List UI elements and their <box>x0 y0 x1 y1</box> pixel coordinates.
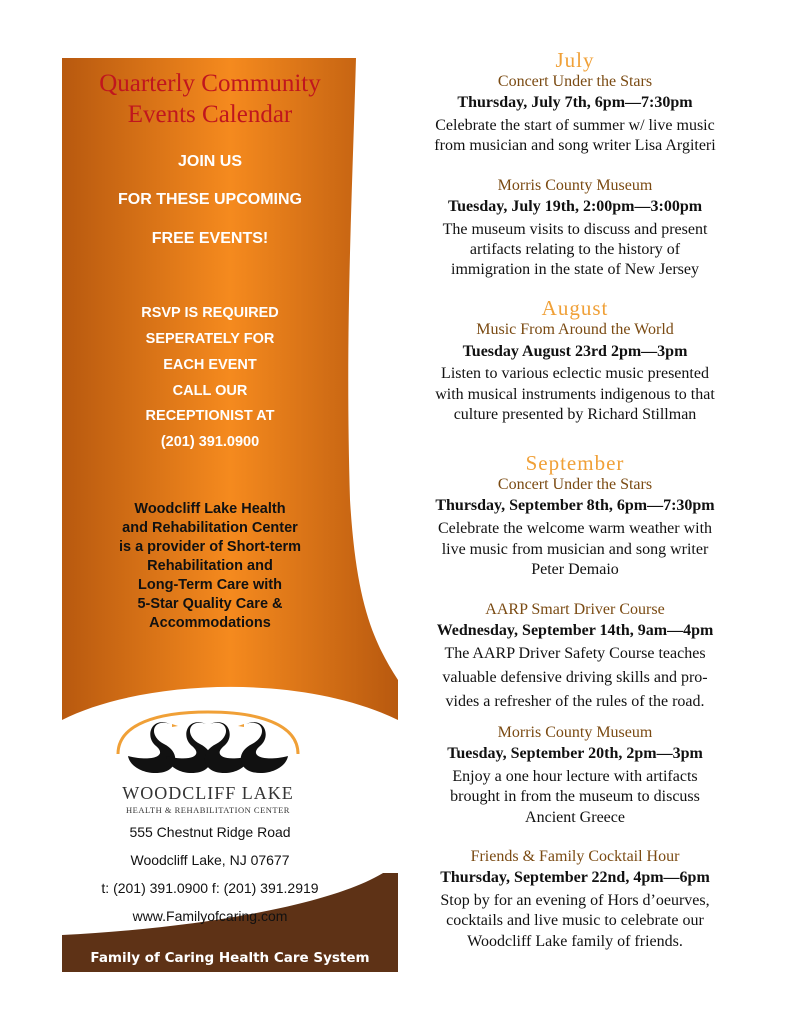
logo-subtitle: HEALTH & REHABILITATION CENTER <box>126 805 290 815</box>
event-description: vides a refresher of the rules of the road. <box>445 693 705 710</box>
website-link[interactable]: www.Familyofcaring.com <box>132 908 288 924</box>
event-name: Friends & Family Cocktail Hour <box>470 848 680 865</box>
rsvp-line-4: CALL OUR <box>172 383 248 399</box>
event-description: Stop by for an evening of Hors d’oeurves, <box>440 892 710 909</box>
provider-line-7: Accommodations <box>149 615 271 631</box>
logo-name: WOODCLIFF LAKE <box>122 783 294 803</box>
event-name: Morris County Museum <box>497 724 653 741</box>
rsvp-line-5: RECEPTIONIST AT <box>145 408 275 424</box>
provider-line-2: and Rehabilitation Center <box>122 520 298 536</box>
rsvp-line-3: EACH EVENT <box>163 357 257 373</box>
event-name: Morris County Museum <box>497 177 653 194</box>
rsvp-phone: (201) 391.0900 <box>160 434 260 450</box>
event-description: Ancient Greece <box>525 809 625 826</box>
provider-line-3: is a provider of Short-term <box>118 539 302 555</box>
event-description: from musician and song writer Lisa Argiteri <box>434 137 716 154</box>
rsvp-line-2: SEPERATELY FOR <box>145 331 275 347</box>
address-city: Woodcliff Lake, NJ 07677 <box>130 852 290 868</box>
event-description: Celebrate the welcome warm weather with <box>437 520 713 537</box>
calendar-title-line1: Quarterly Community <box>99 70 321 97</box>
event-description: Celebrate the start of summer w/ live music <box>435 117 715 134</box>
event-datetime: Thursday, September 22nd, 4pm—6pm <box>440 869 710 886</box>
event-datetime: Thursday, July 7th, 6pm—7:30pm <box>457 94 693 111</box>
event-description: live music from musician and song writer <box>441 541 709 558</box>
swans-logo-icon <box>108 706 308 786</box>
rsvp-line-1: RSVP IS REQUIRED <box>141 305 279 321</box>
month-september: September <box>525 451 625 475</box>
event-description: The museum visits to discuss and present <box>442 221 708 238</box>
phone-fax: t: (201) 391.0900 f: (201) 391.2919 <box>101 880 319 896</box>
event-description: cocktails and live music to celebrate our <box>446 912 704 929</box>
join-line-2: FOR THESE UPCOMING <box>117 191 302 208</box>
provider-line-1: Woodcliff Lake Health <box>134 501 286 517</box>
event-description: Listen to various eclectic music presented <box>441 365 709 382</box>
event-description: Peter Demaio <box>531 561 619 578</box>
event-datetime: Wednesday, September 14th, 9am—4pm <box>436 622 714 639</box>
provider-line-4: Rehabilitation and <box>147 558 273 574</box>
event-datetime: Tuesday, July 19th, 2:00pm—3:00pm <box>447 198 703 215</box>
join-line-3: FREE EVENTS! <box>151 230 269 247</box>
calendar-title-line2: Events Calendar <box>127 101 293 128</box>
event-name: Music From Around the World <box>476 321 674 338</box>
month-august: August <box>541 296 609 320</box>
event-datetime: Tuesday, September 20th, 2pm—3pm <box>447 745 703 762</box>
provider-line-6: 5-Star Quality Care & <box>137 596 283 612</box>
address-street: 555 Chestnut Ridge Road <box>129 824 291 840</box>
event-description: with musical instruments indigenous to that <box>435 386 715 403</box>
event-description: valuable defensive driving skills and pro- <box>442 669 708 686</box>
event-description: artifacts relating to the history of <box>469 241 681 258</box>
event-name: AARP Smart Driver Course <box>485 601 665 618</box>
month-july: July <box>555 48 595 72</box>
footer-tagline: Family of Caring Health Care System <box>90 950 370 966</box>
event-name: Concert Under the Stars <box>497 476 653 493</box>
event-description: Woodcliff Lake family of friends. <box>467 933 683 950</box>
event-description: Enjoy a one hour lecture with artifacts <box>452 768 698 785</box>
event-datetime: Tuesday August 23rd 2pm—3pm <box>462 343 688 360</box>
join-line-1: JOIN US <box>177 153 242 170</box>
event-description: immigration in the state of New Jersey <box>451 261 699 278</box>
event-description: brought in from the museum to discuss <box>450 788 700 805</box>
event-description: The AARP Driver Safety Course teaches <box>444 645 706 662</box>
event-description: culture presented by Richard Stillman <box>453 406 697 423</box>
event-name: Concert Under the Stars <box>497 73 653 90</box>
event-datetime: Thursday, September 8th, 6pm—7:30pm <box>435 497 715 514</box>
provider-line-5: Long-Term Care with <box>138 577 282 593</box>
